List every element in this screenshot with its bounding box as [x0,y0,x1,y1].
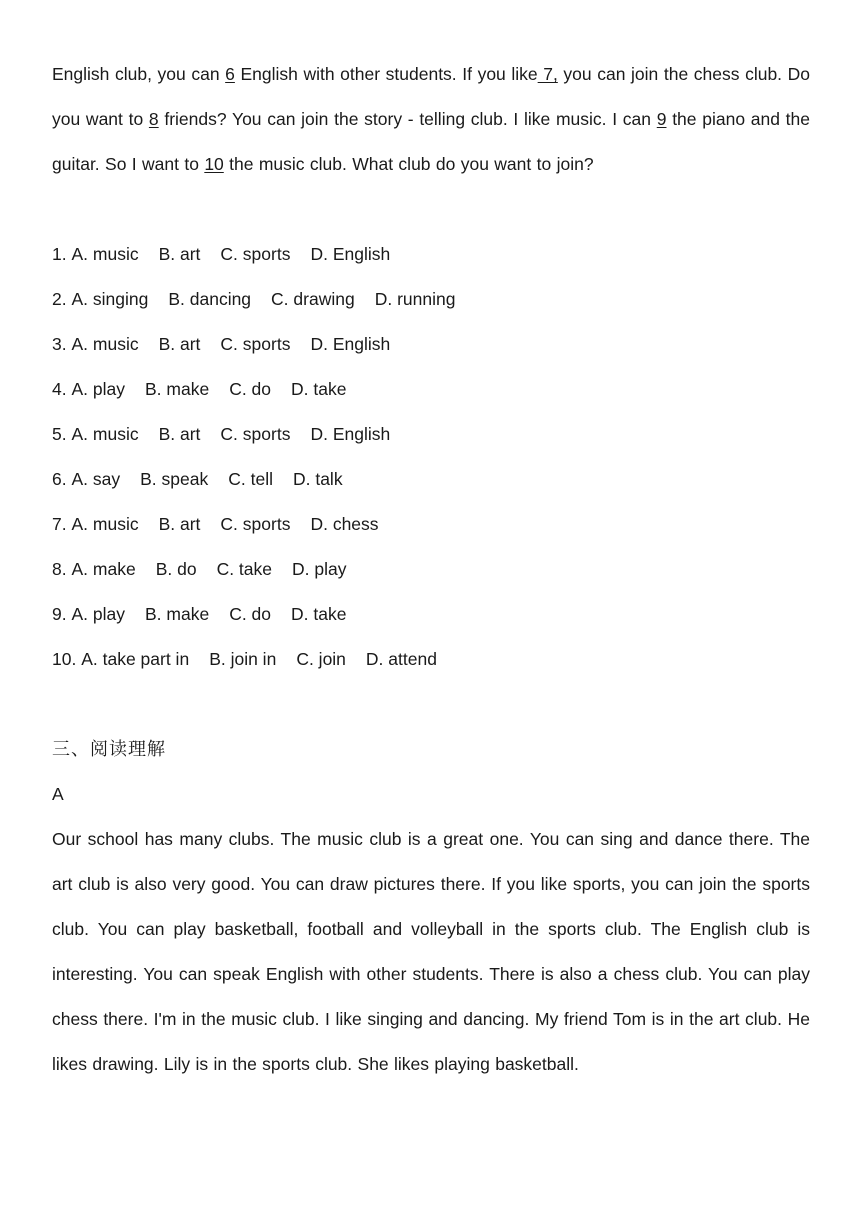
option-b: B. art [158,334,201,354]
cloze-text: you can join the chess club. Do you want to [52,64,810,129]
question-number: 3. [52,334,67,354]
option-b: B. art [158,424,201,444]
question-number: 10. [52,649,77,669]
question-row-5 [52,412,810,457]
option-b: B. join in [209,649,277,669]
question-row-8 [52,547,810,592]
option-c: C. sports [220,334,291,354]
question-number: 1. [52,244,67,264]
option-c: C. sports [220,424,291,444]
question-row-4 [52,367,810,412]
option-b: B. art [158,514,201,534]
cloze-blank-8: 8 [148,109,159,129]
question-number: 4. [52,379,67,399]
option-b: B. make [144,379,210,399]
question-number: 9. [52,604,67,624]
spacer [52,682,810,727]
option-a: A. make [71,559,136,579]
option-c: C. sports [220,244,291,264]
section-title: 三、阅读理解 [52,739,166,760]
option-d: D. English [310,334,391,354]
option-b: B. dancing [168,289,252,309]
option-b: B. make [144,604,210,624]
question-number: 7. [52,514,67,534]
option-b: B. art [158,244,201,264]
cloze-paragraph [52,52,810,187]
option-d: D. talk [292,469,343,489]
question-row-10 [52,637,810,682]
question-row-3 [52,322,810,367]
question-row-6 [52,457,810,502]
option-d: D. take [291,604,347,624]
document-page [52,52,810,1087]
question-list [52,232,810,682]
option-a: A. play [71,604,125,624]
option-d: D. running [374,289,456,309]
option-a: A. singing [71,289,149,309]
option-c: C. do [229,379,272,399]
cloze-text: English club, you can [52,64,226,84]
question-number: 5. [52,424,67,444]
reading-passage: Our school has many clubs. The music club is a great one. You can sing and dance there. The art club is also very good. You can draw pictures there. If you like sports, you can join the sports club. You can play basketball, football and volleyball in the sports club. The English club is interesting. You can speak English with other students. There is also a chess club. You can play chess there. I'm in the music club. I like singing and dancing. My friend Tom is in the art club. He likes drawing. Lily is in the sports club. She likes playing basketball. [52,829,810,1074]
cloze-blank-10: 10 [204,154,224,174]
cloze-text: the piano and the guitar. So I want to [52,109,810,174]
cloze-blank-9: 9 [656,109,667,129]
question-row-9 [52,592,810,637]
option-b: B. do [155,559,197,579]
question-number: 6. [52,469,67,489]
question-row-1 [52,232,810,277]
cloze-text: the music club. What club do you want to join? [223,154,594,174]
option-c: C. do [229,604,272,624]
question-number: 8. [52,559,67,579]
option-a: A. music [71,244,139,264]
option-d: D. attend [365,649,437,669]
option-a: A. music [71,424,139,444]
cloze-text: friends? You can join the story - telling club. I like music. I can [158,109,657,129]
option-b: B. speak [140,469,209,489]
question-row-2 [52,277,810,322]
option-a: A. music [71,514,139,534]
option-a: A. take part in [81,649,190,669]
option-d: D. English [310,424,391,444]
question-number: 2. [52,289,67,309]
spacer [52,187,810,232]
question-row-7 [52,502,810,547]
option-a: A. play [71,379,125,399]
option-a: A. music [71,334,139,354]
option-d: D. English [310,244,391,264]
cloze-blank-7: 7, [537,64,558,84]
option-c: C. sports [220,514,291,534]
cloze-text: English with other students. If you like [234,64,538,84]
option-a: A. say [71,469,121,489]
option-c: C. drawing [271,289,355,309]
option-d: D. take [291,379,347,399]
cloze-blank-6: 6 [225,64,235,84]
passage-label: A [52,784,64,804]
option-c: C. take [216,559,273,579]
option-c: C. tell [228,469,273,489]
option-c: C. join [296,649,346,669]
option-d: D. play [292,559,347,579]
option-d: D. chess [310,514,379,534]
